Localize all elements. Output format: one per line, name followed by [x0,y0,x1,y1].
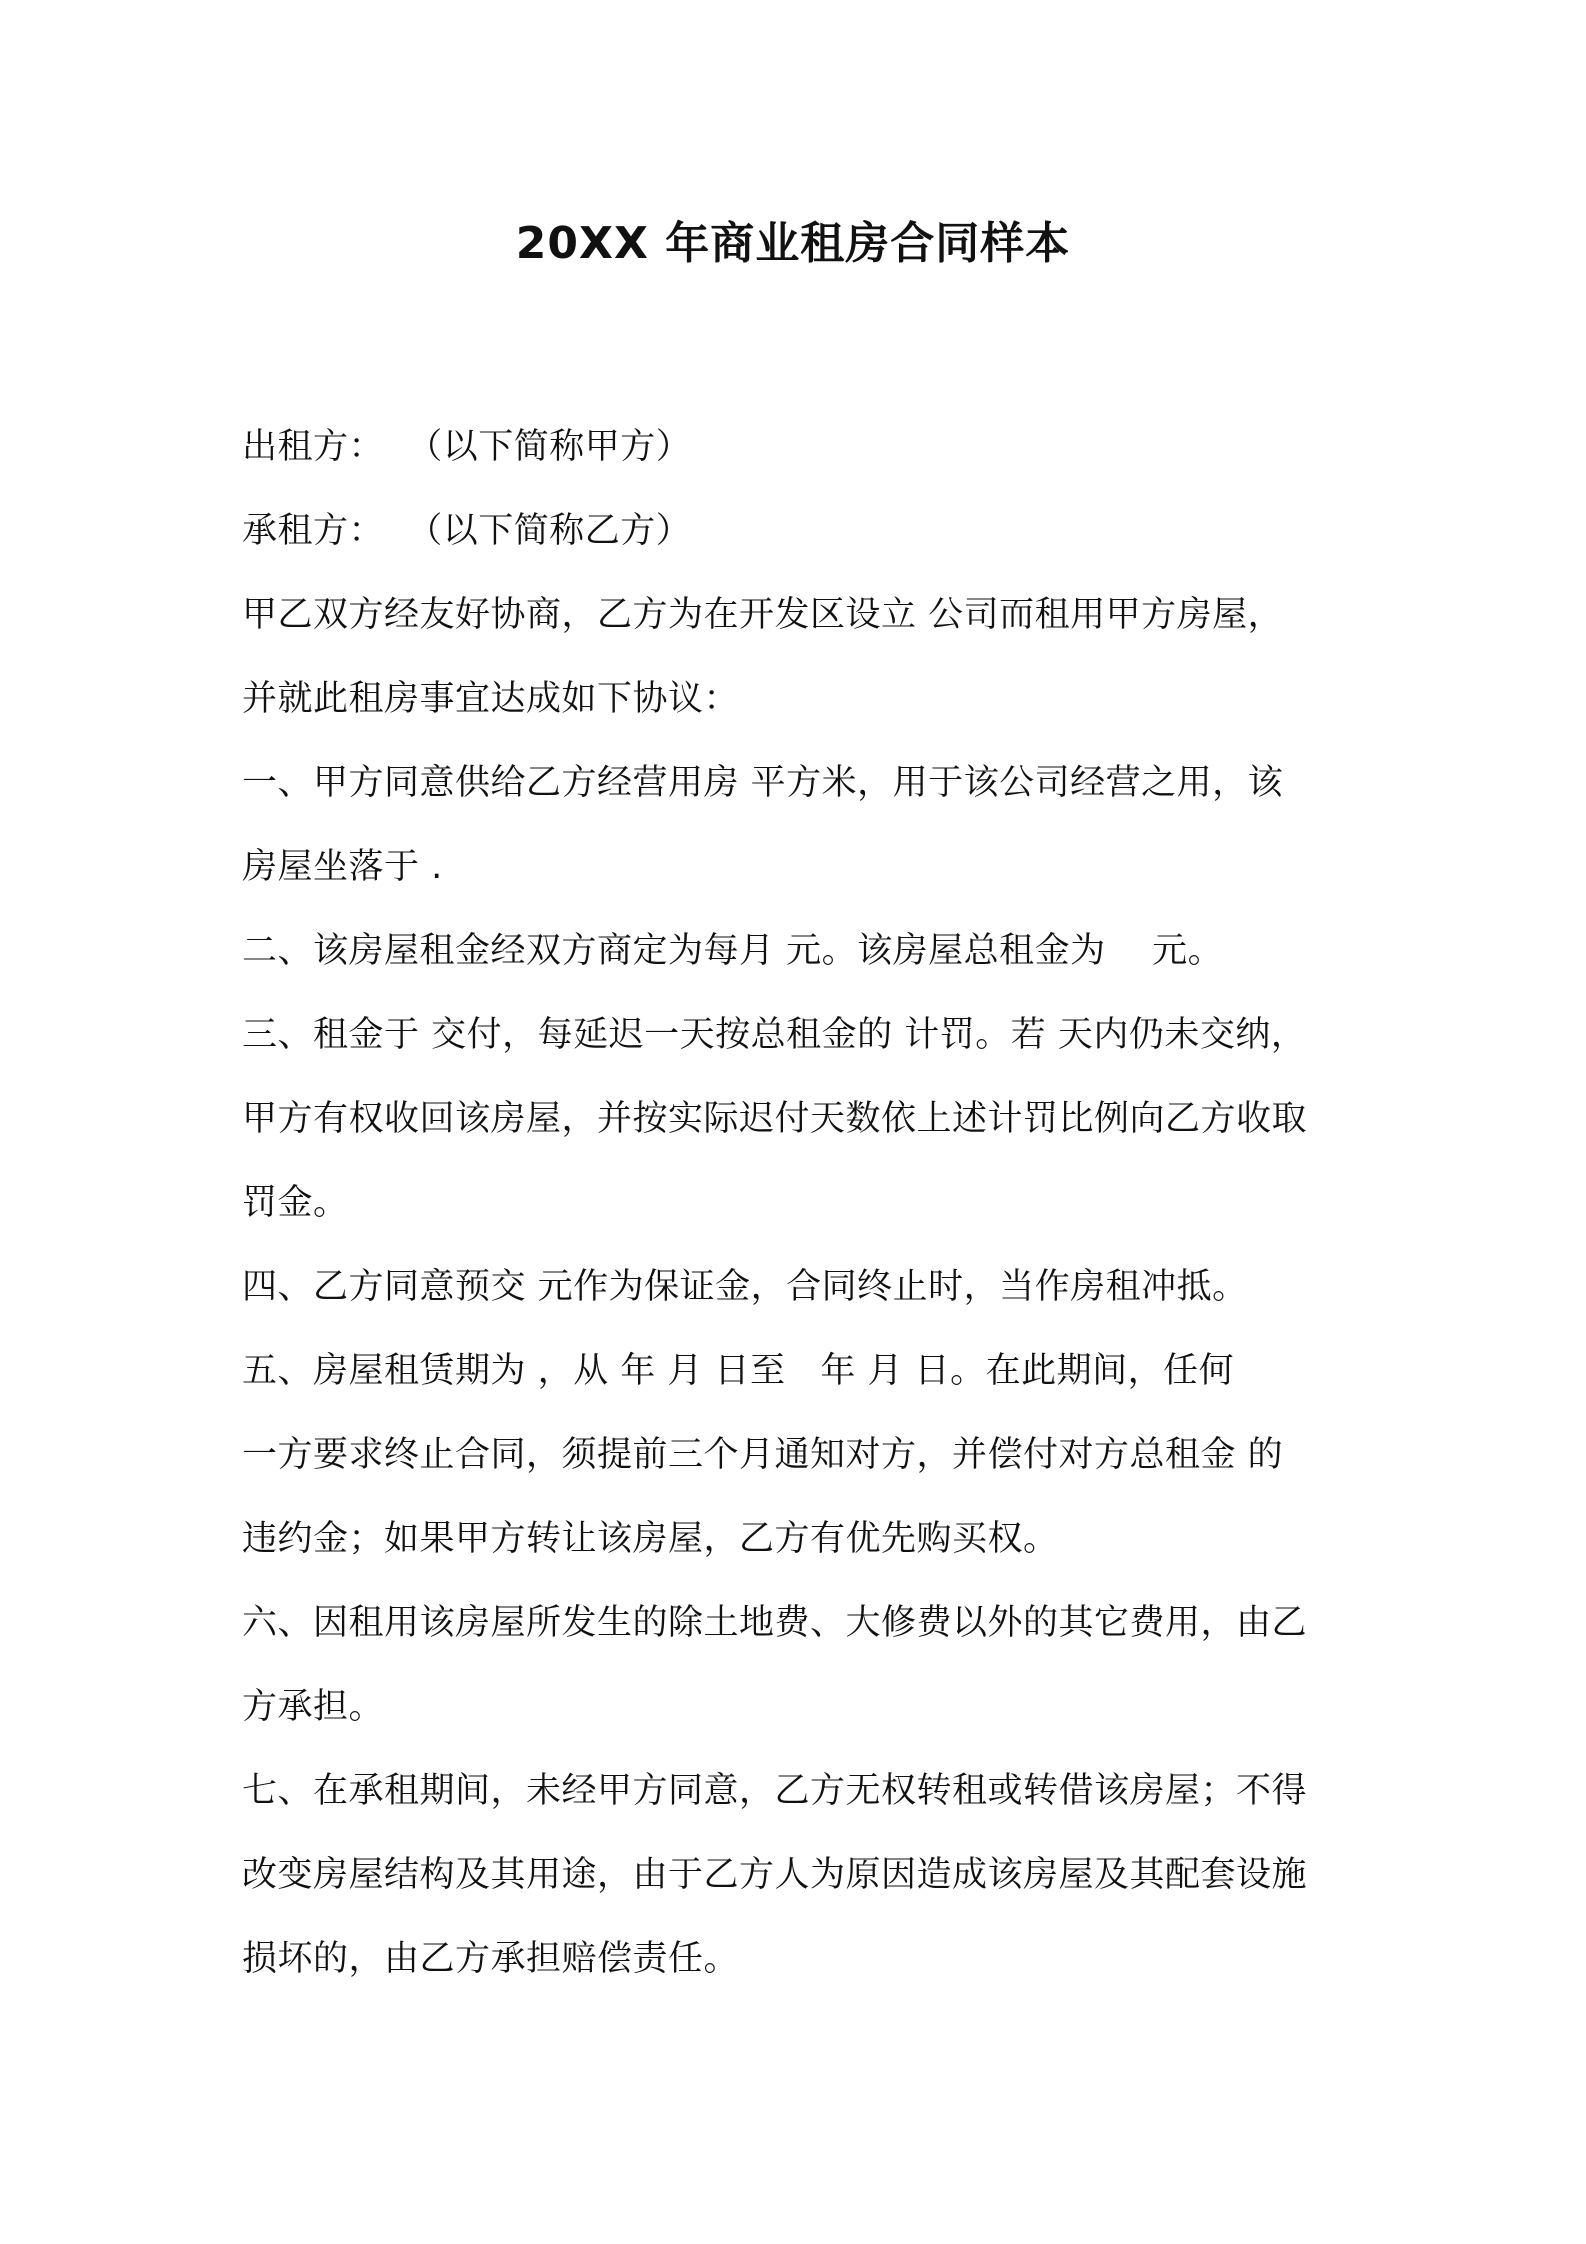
contract-line-clause-3c: 罚金。 [242,1183,349,1223]
contract-line-clause-2: 二、该房屋租金经双方商定为每月 元。该房屋总租金为 元。 [242,931,1224,971]
contract-line-clause-3a: 三、租金于 交付，每延迟一天按总租金的 计罚。若 天内仍未交纳， [242,1015,1307,1055]
contract-line-clause-7a: 七、在承租期间，未经甲方同意，乙方无权转租或转借该房屋；不得 [242,1771,1308,1811]
contract-body [242,405,1364,2001]
contract-line-clause-1a: 一、甲方同意供给乙方经营用房 平方米，用于该公司经营之用，该 [242,763,1284,803]
contract-line-preamble-2: 并就此租房事宜达成如下协议： [242,679,740,719]
contract-line-clause-3b: 甲方有权收回该房屋，并按实际迟付天数依上述计罚比例向乙方收取 [242,1099,1308,1139]
contract-line-clause-6a: 六、因租用该房屋所发生的除土地费、大修费以外的其它费用，由乙 [242,1603,1308,1643]
contract-line-clause-7c: 损坏的，由乙方承担赔偿责任。 [242,1939,740,1979]
contract-line-preamble-1: 甲乙双方经友好协商，乙方为在开发区设立 公司而租用甲方房屋， [242,595,1284,635]
contract-line-clause-7b: 改变房屋结构及其用途，由于乙方人为原因造成该房屋及其配套设施 [242,1855,1308,1895]
contract-line-lessee: 承租方： （以下简称乙方） [242,511,692,551]
contract-line-clause-1b: 房屋坐落于 . [242,847,443,887]
contract-line-clause-5b: 一方要求终止合同，须提前三个月通知对方，并偿付对方总租金 的 [242,1435,1284,1475]
contract-line-lessor: 出租方： （以下简称甲方） [242,427,692,467]
contract-line-clause-6b: 方承担。 [242,1687,385,1727]
contract-line-clause-5c: 违约金；如果甲方转让该房屋，乙方有优先购买权。 [242,1519,1059,1559]
contract-line-clause-5a: 五、房屋租赁期为 ，从 年 月 日至 年 月 日。在此期间，任何 [242,1351,1235,1391]
contract-line-clause-4: 四、乙方同意预交 元作为保证金，合同终止时，当作房租冲抵。 [242,1267,1248,1307]
document-title: 20XX 年商业租房合同样本 [515,218,1071,269]
